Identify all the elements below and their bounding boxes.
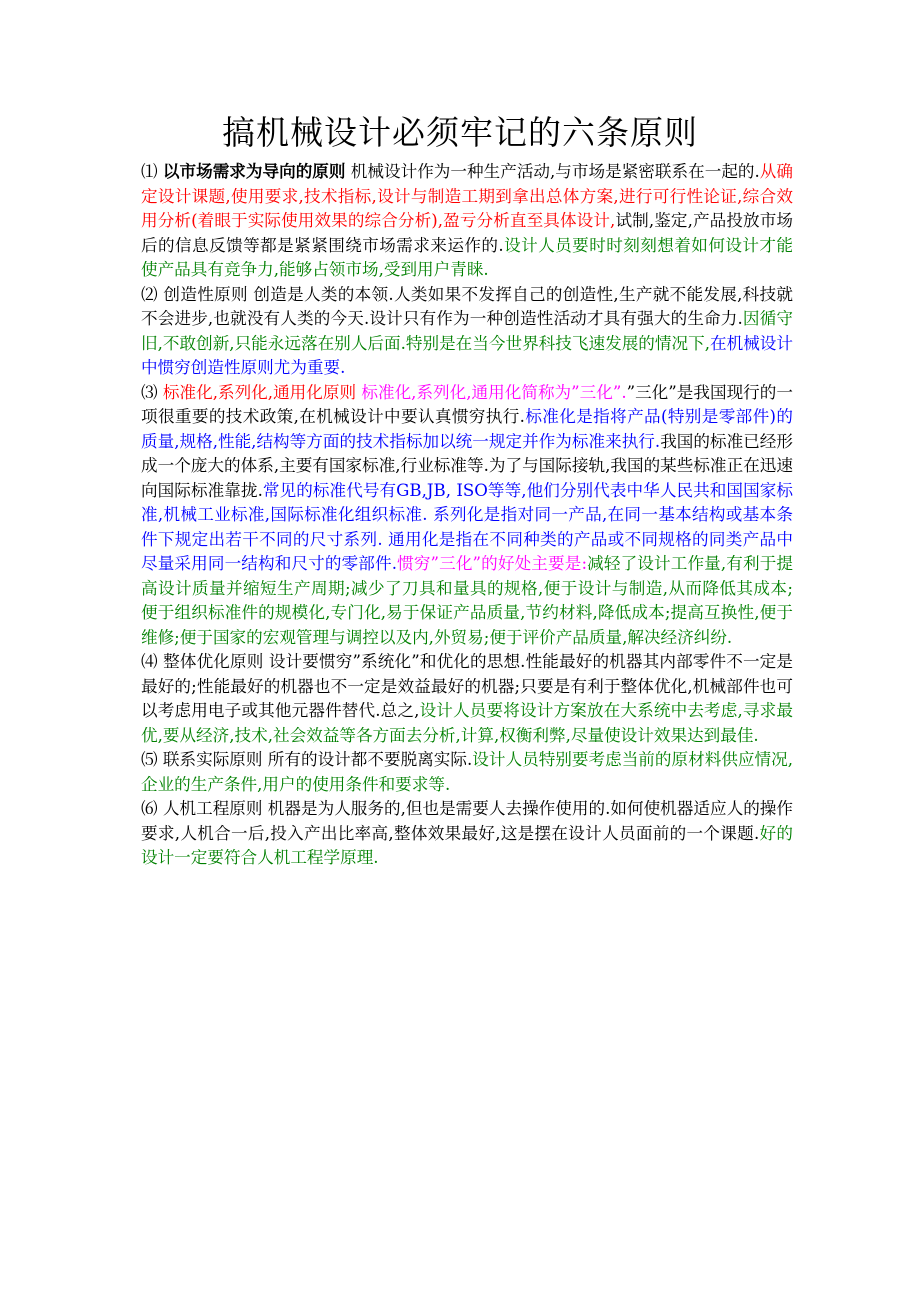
paragraph-3-span: ”三化”是我国现行的一项很重要的技术政策,在机械设计中要认真惯穷执行. [141, 382, 793, 426]
paragraph-4-span: ⑷ 整体优化原则 设计要惯穷”系统化”和优化的思想.性能最好的机器其内部零件不一定是最好的;性能最好的机器也不一定是效益最好的机器;只要是有利于整体优化,机械部件也可以考虑用电子或其他元器件替代.总之, [141, 652, 793, 720]
paragraph-3-span: ⑶ [141, 382, 163, 402]
paragraph-1-span: 机械设计作为一种生产活动,与市场是紧密联系在一起的. [345, 162, 760, 181]
paragraph-3 [141, 381, 793, 651]
paragraph-4-span: 设计人员要将设计方案放在大系统中去考虑,寻求最优,要从经济,技术,社会效益等各方面去分析,计算,权衡利弊,尽量使设计效果达到最佳. [141, 701, 793, 745]
paragraph-1-span: 从确定设计课题,使用要求,技术指标,设计与制造工期到拿出总体方案,进行可行性论证,综合效用分析(着眼于实际使用效果的综合分析),盈亏分析直至具体设计, [141, 162, 794, 230]
document-body [141, 159, 793, 871]
paragraph-3-span: 常见的标准代号有GB,JB, ISO等等,他们分别代表中华人民共和国国家标准,机械工业标准,国际标准化组织标准. 系列化是指对同一产品,在同一基本结构或基本条件下规定出若干不同的尺寸系列. 通用化是指在不同种类的产品或不同规格的同类产品中尽量采用同一结构和尺寸的零部件. [141, 480, 793, 573]
paragraph-2-span: ⑵ 创造性原则 创造是人类的本领.人类如果不发挥自己的创造性,生产就不能发展,科技就不会进步,也就没有人类的今天.设计只有作为一种创造性活动才具有强大的生命力. [141, 284, 793, 328]
paragraph-3-span: 减轻了设计工作量,有利于提高设计质量并缩短生产周期;减少了刀具和量具的规格,便于设计与制造,从而降低其成本;便于组织标准件的规模化,专门化,易于保证产品质量,节约材料,降低成本;提高互换性,便于维修;便于国家的宏观管理与调控以及内,外贸易;便于评价产品质量,解决经济纠纷. [141, 554, 794, 647]
paragraph-3-span: 标准化,系列化,通用化简称为”三化”. [356, 382, 627, 402]
paragraph-3-span: 标准化,系列化,通用化原则 [162, 382, 357, 402]
paragraph-1 [141, 159, 793, 283]
paragraph-5-span: 设计人员特别要考虑当前的原材料供应情况,企业的生产条件,用户的使用条件和要求等. [141, 750, 793, 794]
paragraph-2-span: 在机械设计中惯穷创造性原则尤为重要. [141, 333, 793, 377]
paragraph-3-span: 惯穷”三化”的好处主要是: [396, 554, 588, 573]
paragraph-1-span: ⑴ [141, 162, 163, 181]
paragraph-5-span: ⑸ 联系实际原则 所有的设计都不要脱离实际. [141, 750, 473, 769]
paragraph-1-span: 设计人员要时时刻刻想着如何设计才能使产品具有竞争力,能够占领市场,受到用户青睐. [141, 235, 793, 279]
paragraph-6-span: ⑹ 人机工程原则 机器是为人服务的,但也是需要人去操作使用的.如何使机器适应人的操作要求,人机合一后,投入产出比率高,整体效果最好,这是摆在设计人员面前的一个课题. [141, 799, 793, 843]
paragraph-2-span: 因循守旧,不敢创新,只能永远落在别人后面.特别是在当今世界科技飞速发展的情况下, [141, 309, 793, 353]
paragraph-1-span: 试制,鉴定,产品投放市场后的信息反馈等都是紧紧围绕市场需求来运作的. [141, 211, 793, 255]
paragraph-1-span: 以市场需求为导向的原则 [162, 161, 346, 181]
paragraph-3-span: 标准化是指将产品(特别是零部件)的质量,规格,性能,结构等方面的技术指标加以统一规定并作为标准来执行. [141, 407, 793, 451]
paragraph-5 [141, 748, 793, 797]
paragraph-6-span: 好的设计一定要符合人机工程学原理. [141, 823, 794, 867]
paragraph-6 [141, 797, 793, 871]
paragraph-2 [141, 283, 793, 381]
paragraph-3-span: 我国的标准已经形成一个庞大的体系,主要有国家标准,行业标准等.为了与国际接轨,我国的某些标准正在迅速向国际标准靠拢. [141, 431, 794, 500]
document-title: 搞机械设计必须牢记的六条原则 [222, 113, 698, 152]
paragraph-4 [141, 650, 793, 748]
